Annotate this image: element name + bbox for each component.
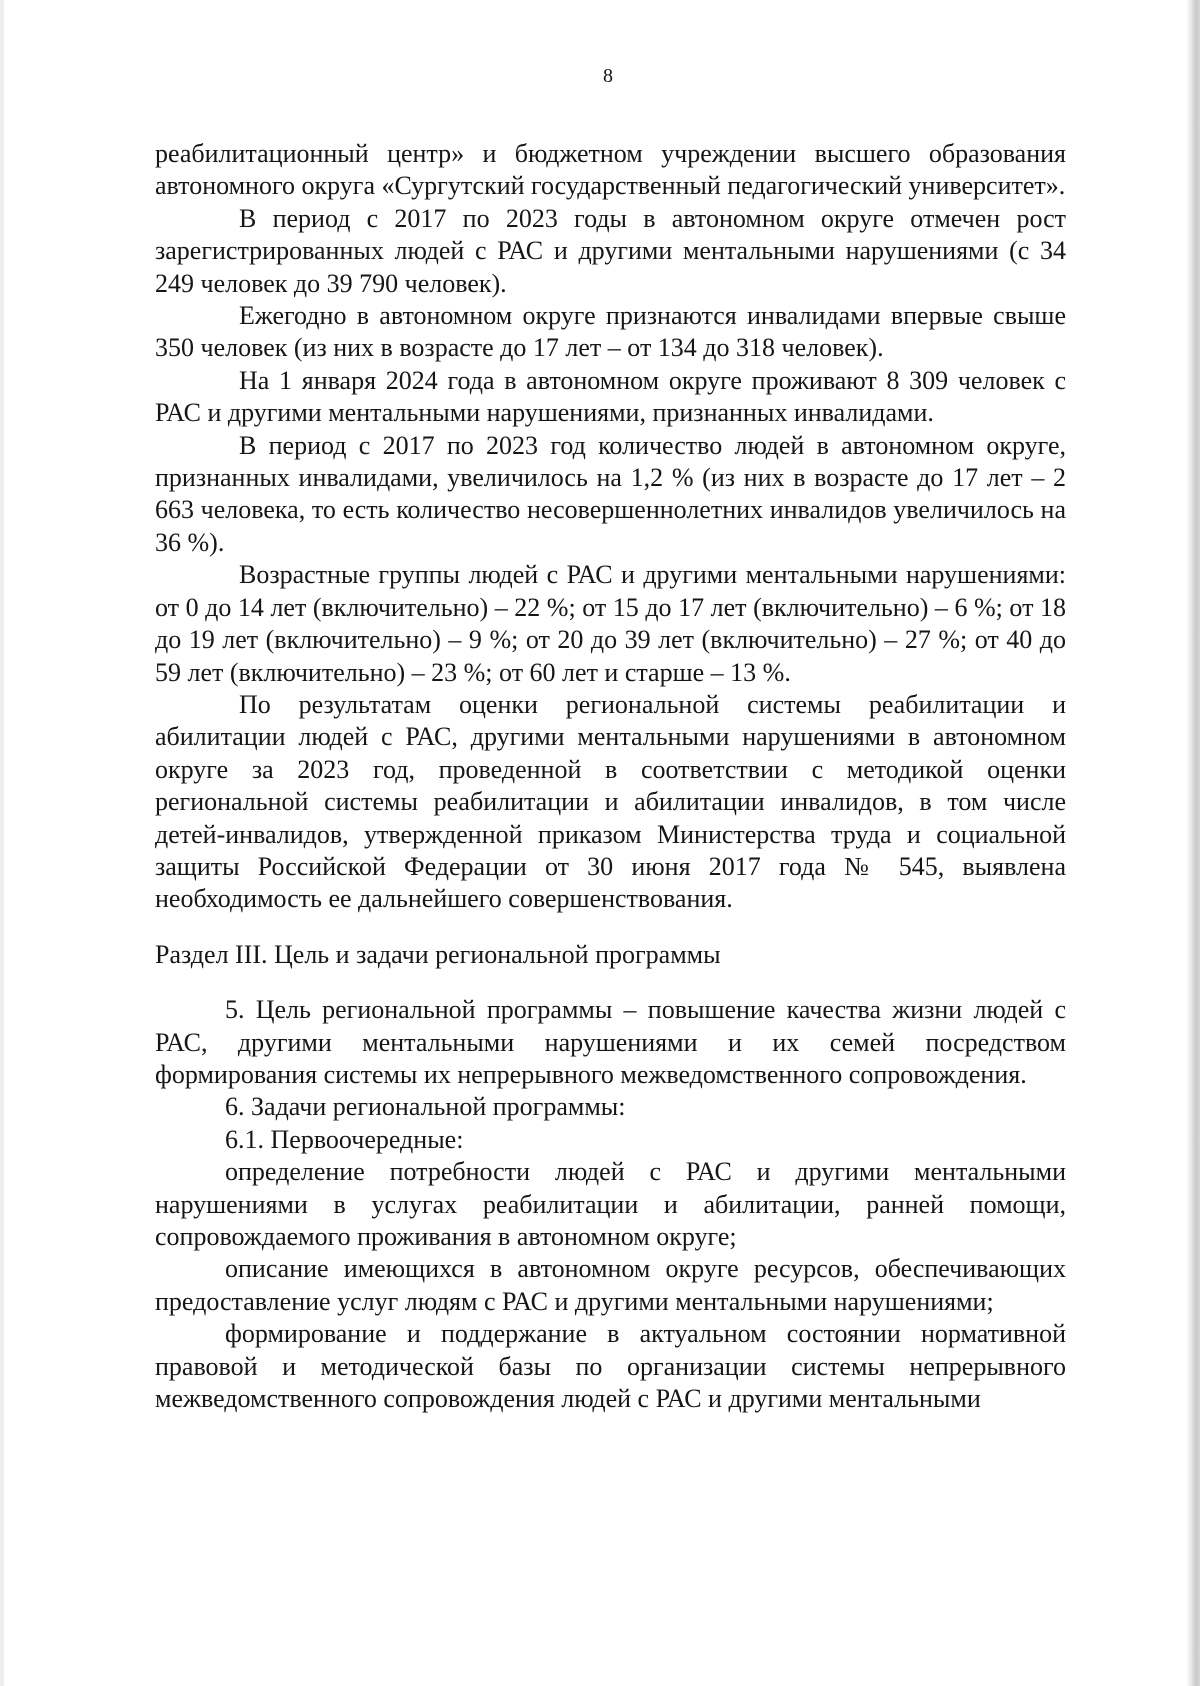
document-body [155,138,1066,1415]
paragraph-annual-disability: Ежегодно в автономном округе признаются инвалидами впервые свыше 350 человек (из них в возрасте до 17 лет – от 134 до 318 человек). [155,301,1066,363]
paragraph-program-tasks: 6. Задачи региональной программы: [225,1092,626,1122]
paragraph-resources-description: описание имеющихся в автономном округе ресурсов, обеспечивающих предоставление услуг людям с РАС и другими ментальными нарушениями; [155,1254,1066,1316]
paragraph-january-2024: На 1 января 2024 года в автономном округе проживают 8 309 человек с РАС и другими ментальными нарушениями, признанных инвалидами. [155,365,1066,428]
paragraph-needs-definition: определение потребности людей с РАС и другими ментальными нарушениями в услугах реабилитации и абилитации, ранней помощи, сопровождаемого проживания в автономном округе; [155,1157,1066,1251]
paragraph-assessment-results: По результатам оценки региональной системы реабилитации и абилитации людей с РАС, другими ментальными нарушениями в автономном округе за 2023 год, проведенной в соответствии с методикой оценки региональной системы реабилитации и абилитации инвалидов, в том числе детей-инвалидов, утвержденной приказом Министерства труда и социальной защиты Российской Федерации от 30 июня 2017 года № 545, выявлена необходимость ее дальнейшего совершенствования. [155,689,1066,914]
paragraph-program-goal: 5. Цель региональной программы – повышение качества жизни людей с РАС, другими ментальными нарушениями и их семей посредством формирования системы их непрерывного межведомственного сопровождения. [155,995,1066,1089]
paragraph-normative-base: формирование и поддержание в актуальном состоянии нормативной правовой и методической базы по организации системы непрерывного межведомственного сопровождения людей с РАС и другими ментальными [155,1319,1066,1414]
paragraph-age-groups: Возрастные группы людей с РАС и другими ментальными нарушениями: от 0 до 14 лет (включительно) – 22 %; от 15 до 17 лет (включительно) – 6 %; от 18 до 19 лет (включительно) – 9 %; от 20 до 39 лет (включительно) – 27 %; от 40 до 59 лет (включительно) – 23 %; от 60 лет и старше – 13 %. [155,560,1066,687]
paragraph-priority-tasks: 6.1. Первоочередные: [225,1124,464,1154]
page-number: 8 [603,65,613,87]
paragraph-registered-growth: В период с 2017 по 2023 годы в автономном округе отмечен рост зарегистрированных людей с РАС и другими ментальными нарушениями (с 34 249 человек до 39 790 человек). [155,203,1066,298]
paragraph-continuation: реабилитационный центр» и бюджетном учреждении высшего образования автономного округа «Сургутский государственный педагогический университет». [155,139,1066,201]
scan-right-edge [1186,0,1200,1686]
scan-left-edge [0,0,4,1686]
section-heading: Раздел III. Цель и задачи региональной программы [155,939,721,969]
paragraph-disability-increase: В период с 2017 по 2023 год количество людей в автономном округе, признанных инвалидами, увеличилось на 1,2 % (из них в возрасте до 17 лет – 2 663 человека, то есть количество несовершеннолетних инвалидов увеличилось на 36 %). [155,430,1066,557]
